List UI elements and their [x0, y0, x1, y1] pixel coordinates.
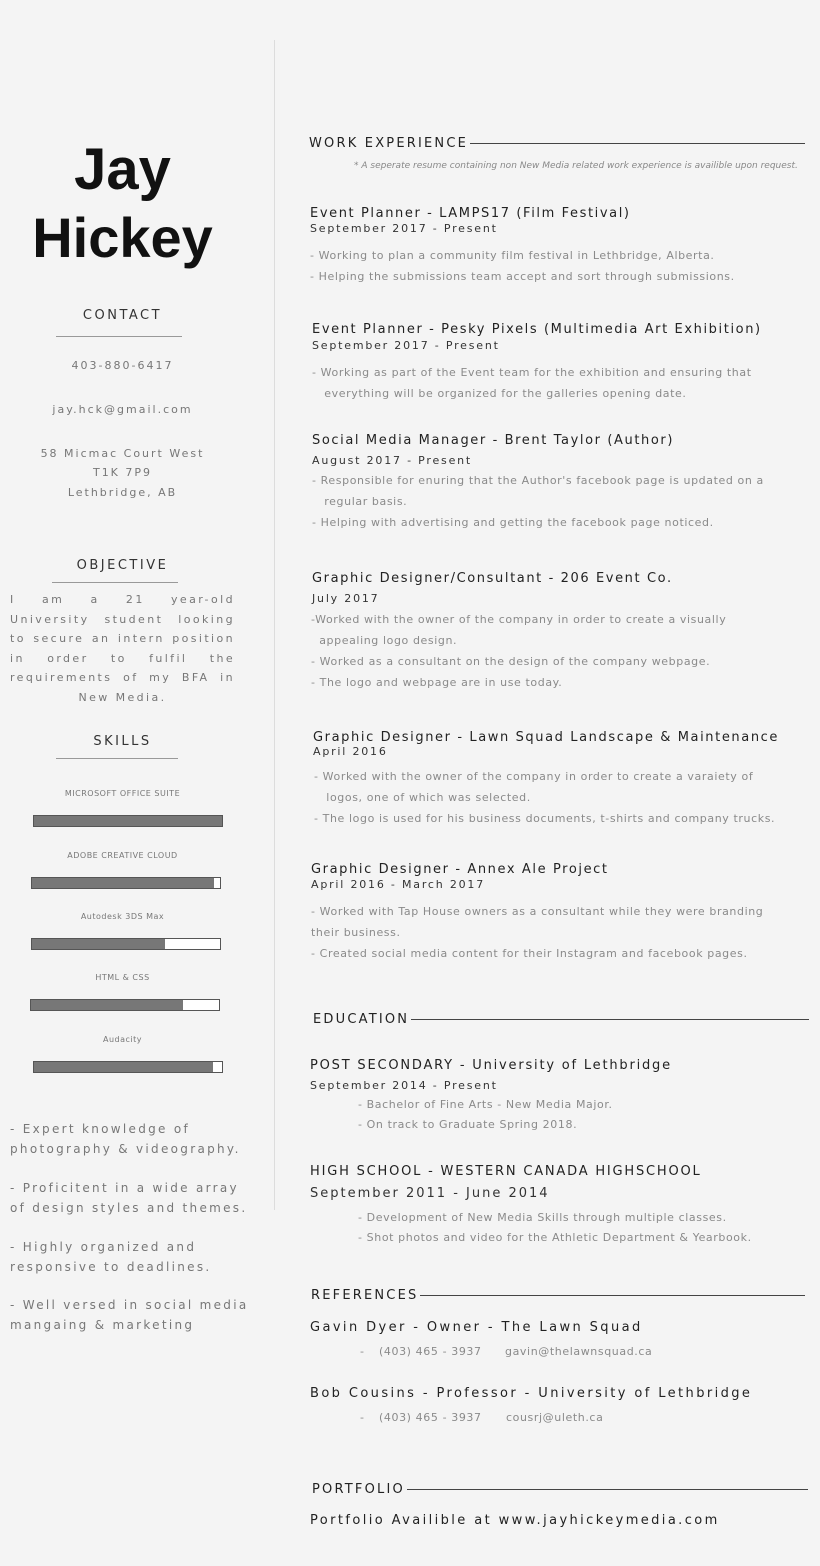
skill-label: Audacity — [102, 1035, 142, 1044]
name-last: Hickey — [32, 206, 213, 269]
contact-phone: 403-880-6417 — [71, 359, 174, 372]
name-first: Jay — [74, 137, 171, 202]
skill-bar — [30, 999, 220, 1011]
skill-bar — [33, 815, 223, 827]
job-bullet: their business. — [311, 926, 401, 939]
job-title: Event Planner - Pesky Pixels (Multimedia Art Exhibition) — [312, 322, 762, 337]
job-date: September 2017 - Present — [310, 222, 498, 235]
portfolio-text: Portfolio Availible at www.jayhickeymedia.com — [310, 1513, 720, 1528]
skill-label: HTML & CSS — [95, 973, 150, 982]
reference-title: Gavin Dyer - Owner - The Lawn Squad — [310, 1320, 643, 1335]
column-divider — [274, 40, 275, 1210]
job-title: Event Planner - LAMPS17 (Film Festival) — [310, 206, 631, 221]
job-bullet: - Worked with the owner of the company in order to create a varaiety of — [314, 770, 754, 783]
skill-bar-fill — [32, 939, 165, 949]
objective-text: I am a 21 year-old University student looking to secure an intern position in order to fulfil the requirements of my BFA in New Media. — [10, 593, 235, 704]
heading-rule — [470, 143, 805, 144]
job-bullet: - Working to plan a community film festival in Lethbridge, Alberta. — [310, 249, 715, 262]
skill-label: MICROSOFT OFFICE SUITE — [64, 789, 181, 798]
education-date: September 2011 - June 2014 — [310, 1186, 550, 1201]
heading-rule — [407, 1489, 808, 1490]
skill-bar-fill — [31, 1000, 183, 1010]
job-title: Social Media Manager - Brent Taylor (Author) — [312, 433, 675, 448]
job-date: April 2016 — [313, 745, 388, 758]
education-bullet: - Development of New Media Skills through multiple classes. — [358, 1211, 727, 1224]
job-date: September 2017 - Present — [312, 339, 500, 352]
education-title: POST SECONDARY - University of Lethbridge — [310, 1058, 672, 1073]
job-bullet: - Created social media content for their Instagram and facebook pages. — [311, 947, 748, 960]
skill-bar-fill — [32, 878, 214, 888]
job-bullet: - Helping the submissions team accept and sort through submissions. — [310, 270, 735, 283]
references-heading — [311, 1288, 805, 1303]
contact-email: jay.hck@gmail.com — [52, 403, 193, 416]
education-date: September 2014 - Present — [310, 1079, 498, 1092]
reference-email: cousrj@uleth.ca — [506, 1411, 604, 1424]
contact-address-line1: 58 Micmac Court West — [40, 447, 205, 460]
skill-bar-fill — [34, 816, 222, 826]
objective-rule — [52, 582, 178, 583]
job-bullet: appealing logo design. — [311, 634, 458, 647]
heading-rule — [420, 1295, 805, 1296]
job-bullet: regular basis. — [312, 495, 408, 508]
education-bullet: - Bachelor of Fine Arts - New Media Major. — [358, 1098, 613, 1111]
education-bullet: - Shot photos and video for the Athletic Department & Yearbook. — [358, 1231, 752, 1244]
job-bullet: - The logo and webpage are in use today. — [311, 676, 563, 689]
heading-rule — [411, 1019, 809, 1020]
references-title: REFERENCES — [311, 1288, 419, 1303]
job-bullet: logos, one of which was selected. — [314, 791, 531, 804]
skills-rule — [56, 758, 178, 759]
reference-email: gavin@thelawnsquad.ca — [505, 1345, 653, 1358]
skill-bar — [31, 877, 221, 889]
skill-bar-fill — [34, 1062, 213, 1072]
job-title: Graphic Designer - Lawn Squad Landscape & Maintenance — [313, 730, 780, 745]
job-bullet: - Responsible for enuring that the Author's facebook page is updated on a — [312, 474, 764, 487]
reference-phone: (403) 465 - 3937 — [379, 1345, 482, 1358]
job-bullet: - The logo is used for his business documents, t-shirts and company trucks. — [314, 812, 776, 825]
skill-note: - Well versed in social media mangaing & marketing — [10, 1298, 249, 1332]
job-title: Graphic Designer/Consultant - 206 Event Co. — [312, 571, 673, 586]
job-date: April 2016 - March 2017 — [311, 878, 486, 891]
contact-address-line3: Lethbridge, AB — [67, 486, 178, 499]
job-date: July 2017 — [312, 592, 380, 605]
reference-dash: - — [360, 1345, 365, 1358]
skill-bar — [33, 1061, 223, 1073]
education-title: HIGH SCHOOL - WESTERN CANADA HIGHSCHOOL — [310, 1164, 702, 1179]
contact-heading: CONTACT — [82, 308, 163, 323]
skill-label: ADOBE CREATIVE CLOUD — [67, 851, 178, 860]
reference-phone: (403) 465 - 3937 — [379, 1411, 482, 1424]
job-title: Graphic Designer - Annex Ale Project — [311, 862, 609, 877]
reference-title: Bob Cousins - Professor - University of Lethbridge — [310, 1386, 753, 1401]
education-bullet: - On track to Graduate Spring 2018. — [358, 1118, 578, 1131]
education-title: EDUCATION — [313, 1012, 410, 1027]
education-heading — [313, 1012, 809, 1027]
job-bullet: - Helping with advertising and getting the facebook page noticed. — [312, 516, 714, 529]
job-bullet: - Worked with Tap House owners as a consultant while they were branding — [311, 905, 764, 918]
job-bullet: everything will be organized for the galleries opening date. — [312, 387, 687, 400]
job-bullet: - Working as part of the Event team for the exhibition and ensuring that — [312, 366, 752, 379]
work-experience-heading — [309, 136, 805, 151]
skill-bar — [31, 938, 221, 950]
portfolio-heading — [312, 1482, 808, 1497]
job-bullet: - Worked as a consultant on the design of the company webpage. — [311, 655, 711, 668]
contact-rule — [56, 336, 182, 337]
skill-label: Autodesk 3DS Max — [80, 912, 165, 921]
portfolio-title: PORTFOLIO — [312, 1482, 405, 1497]
skills-heading: SKILLS — [93, 734, 152, 749]
objective-heading: OBJECTIVE — [76, 558, 169, 573]
skill-note: - Proficitent in a wide array of design styles and themes. — [10, 1181, 248, 1215]
work-experience-title: WORK EXPERIENCE — [309, 136, 469, 151]
skill-note: - Expert knowledge of photography & videography. — [10, 1122, 241, 1156]
job-bullet: -Worked with the owner of the company in order to create a visually — [311, 613, 727, 626]
work-disclaimer: * A seperate resume containing non New Media related work experience is availible upon request. — [354, 161, 798, 171]
contact-address-line2: T1K 7P9 — [92, 466, 153, 479]
skill-note: - Highly organized and responsive to deadlines. — [10, 1240, 212, 1274]
job-date: August 2017 - Present — [312, 454, 473, 467]
reference-dash: - — [360, 1411, 365, 1424]
